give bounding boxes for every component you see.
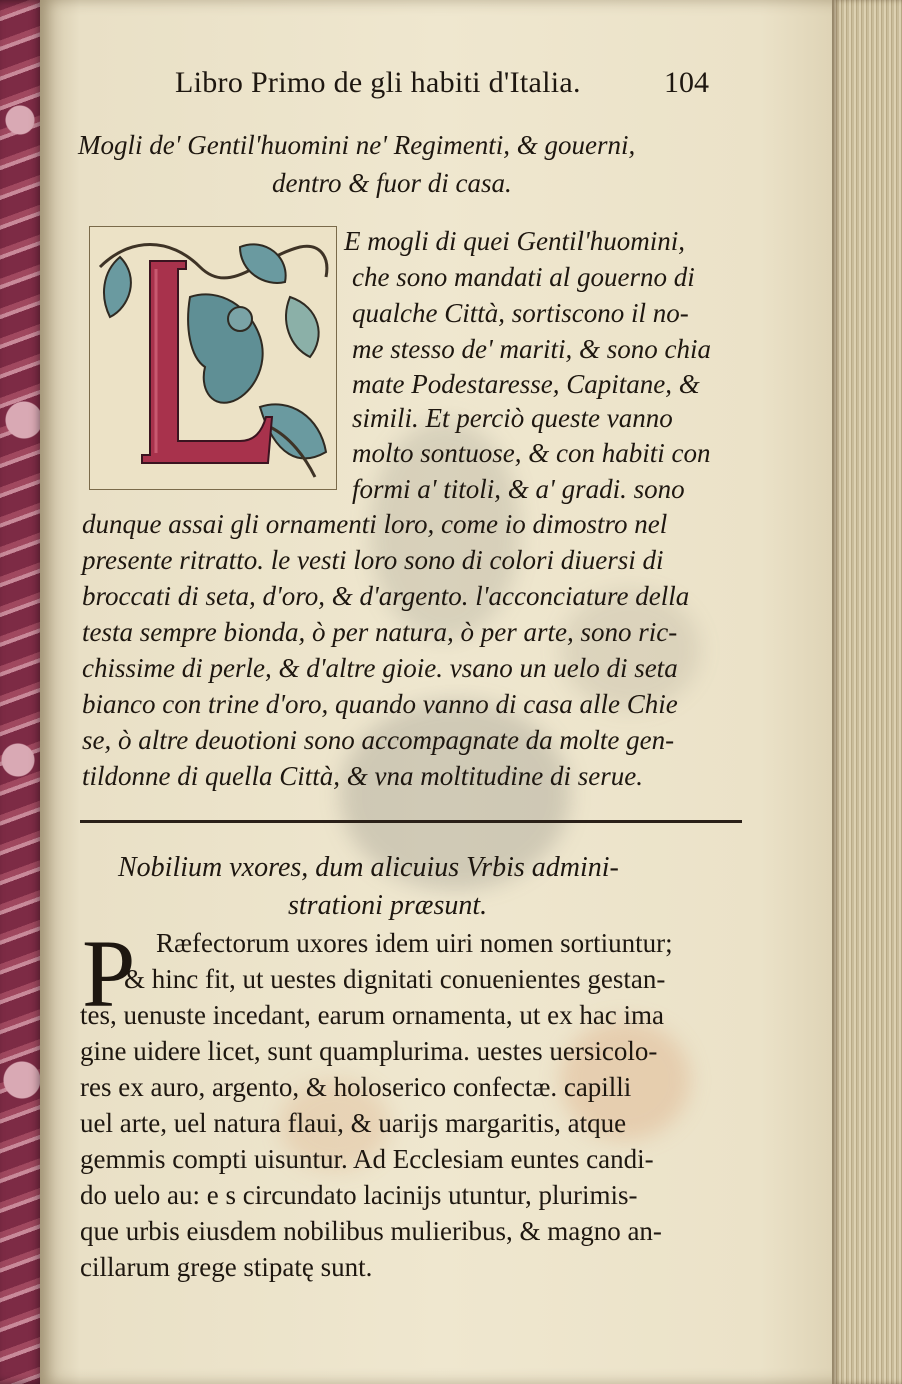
italian-body-line: dunque assai gli ornamenti loro, come io dimostro nel xyxy=(82,509,668,539)
italian-body-line: molto sontuose, & con habiti con xyxy=(352,438,711,468)
section-divider xyxy=(80,820,742,823)
italian-body-line: che sono mandati al gouerno di xyxy=(352,262,695,292)
latin-body-line: que urbis eiusdem nobilibus mulieribus, & magno an- xyxy=(80,1216,662,1246)
running-title: Libro Primo de gli habiti d'Italia. xyxy=(175,66,581,99)
italian-body-line: se, ò altre deuotioni sono accompagnate da molte gen- xyxy=(82,725,675,755)
italian-body-line: E mogli di quei Gentil'huomini, xyxy=(344,226,685,256)
latin-body-line: do uelo au: e s circundato lacinijs utuntur, plurimis- xyxy=(80,1180,638,1210)
latin-body-line: cillarum grege stipatę sunt. xyxy=(80,1252,373,1282)
latin-body-line: & hinc fit, ut uestes dignitati conuenientes gestan- xyxy=(124,964,666,994)
latin-body-line: Ræfectorum uxores idem uiri nomen sortiuntur; xyxy=(156,928,673,958)
italian-body-line: me stesso de' mariti, & sono chia xyxy=(352,334,712,364)
italian-body-line: presente ritratto. le vesti loro sono di colori diuersi di xyxy=(82,545,664,575)
italian-body-line: formi a' titoli, & a' gradi. sono xyxy=(352,474,685,504)
italian-body-line: tildonne di quella Città, & vna moltitudine di serue. xyxy=(82,761,643,791)
page-number: 104 xyxy=(664,66,709,99)
italian-body-line: simili. Et perciò queste vanno xyxy=(352,403,673,433)
decorated-initial-L-icon xyxy=(89,226,337,490)
latin-body-line: gine uidere licet, sunt quamplurima. uestes uersicolo- xyxy=(80,1036,658,1066)
italian-body-line: chissime di perle, & d'altre gioie. vsano un uelo di seta xyxy=(82,653,678,683)
latin-body-line: uel arte, uel natura flaui, & uarijs margaritis, atque xyxy=(80,1108,627,1138)
italian-title-line: dentro & fuor di casa. xyxy=(272,168,512,198)
italian-title-line: Mogli de' Gentil'huomini ne' Regimenti, & gouerni, xyxy=(78,130,636,160)
latin-title-line: Nobilium vxores, dum alicuius Vrbis admini- xyxy=(118,852,619,883)
latin-body-line: gemmis compti uisuntur. Ad Ecclesiam euntes candi- xyxy=(80,1144,654,1174)
italian-body-line: mate Podestaresse, Capitane, & xyxy=(352,369,700,399)
latin-body-line: tes, uenuste incedant, earum ornamenta, ut ex hac ima xyxy=(80,1000,665,1030)
italian-body-line: testa sempre bionda, ò per natura, ò per arte, sono ric- xyxy=(82,617,678,647)
italian-body-line: qualche Città, sortiscono il no- xyxy=(352,298,689,328)
page-edges xyxy=(832,0,902,1384)
latin-title-line: strationi præsunt. xyxy=(288,890,488,921)
italian-body-line: bianco con trine d'oro, quando vanno di casa alle Chie xyxy=(82,689,678,719)
drop-cap-P: P xyxy=(82,920,136,1027)
latin-body-line: res ex auro, argento, & holoserico confectæ. capilli xyxy=(80,1072,632,1102)
italian-body-line: broccati di seta, d'oro, & d'argento. l'acconciature della xyxy=(82,581,690,611)
